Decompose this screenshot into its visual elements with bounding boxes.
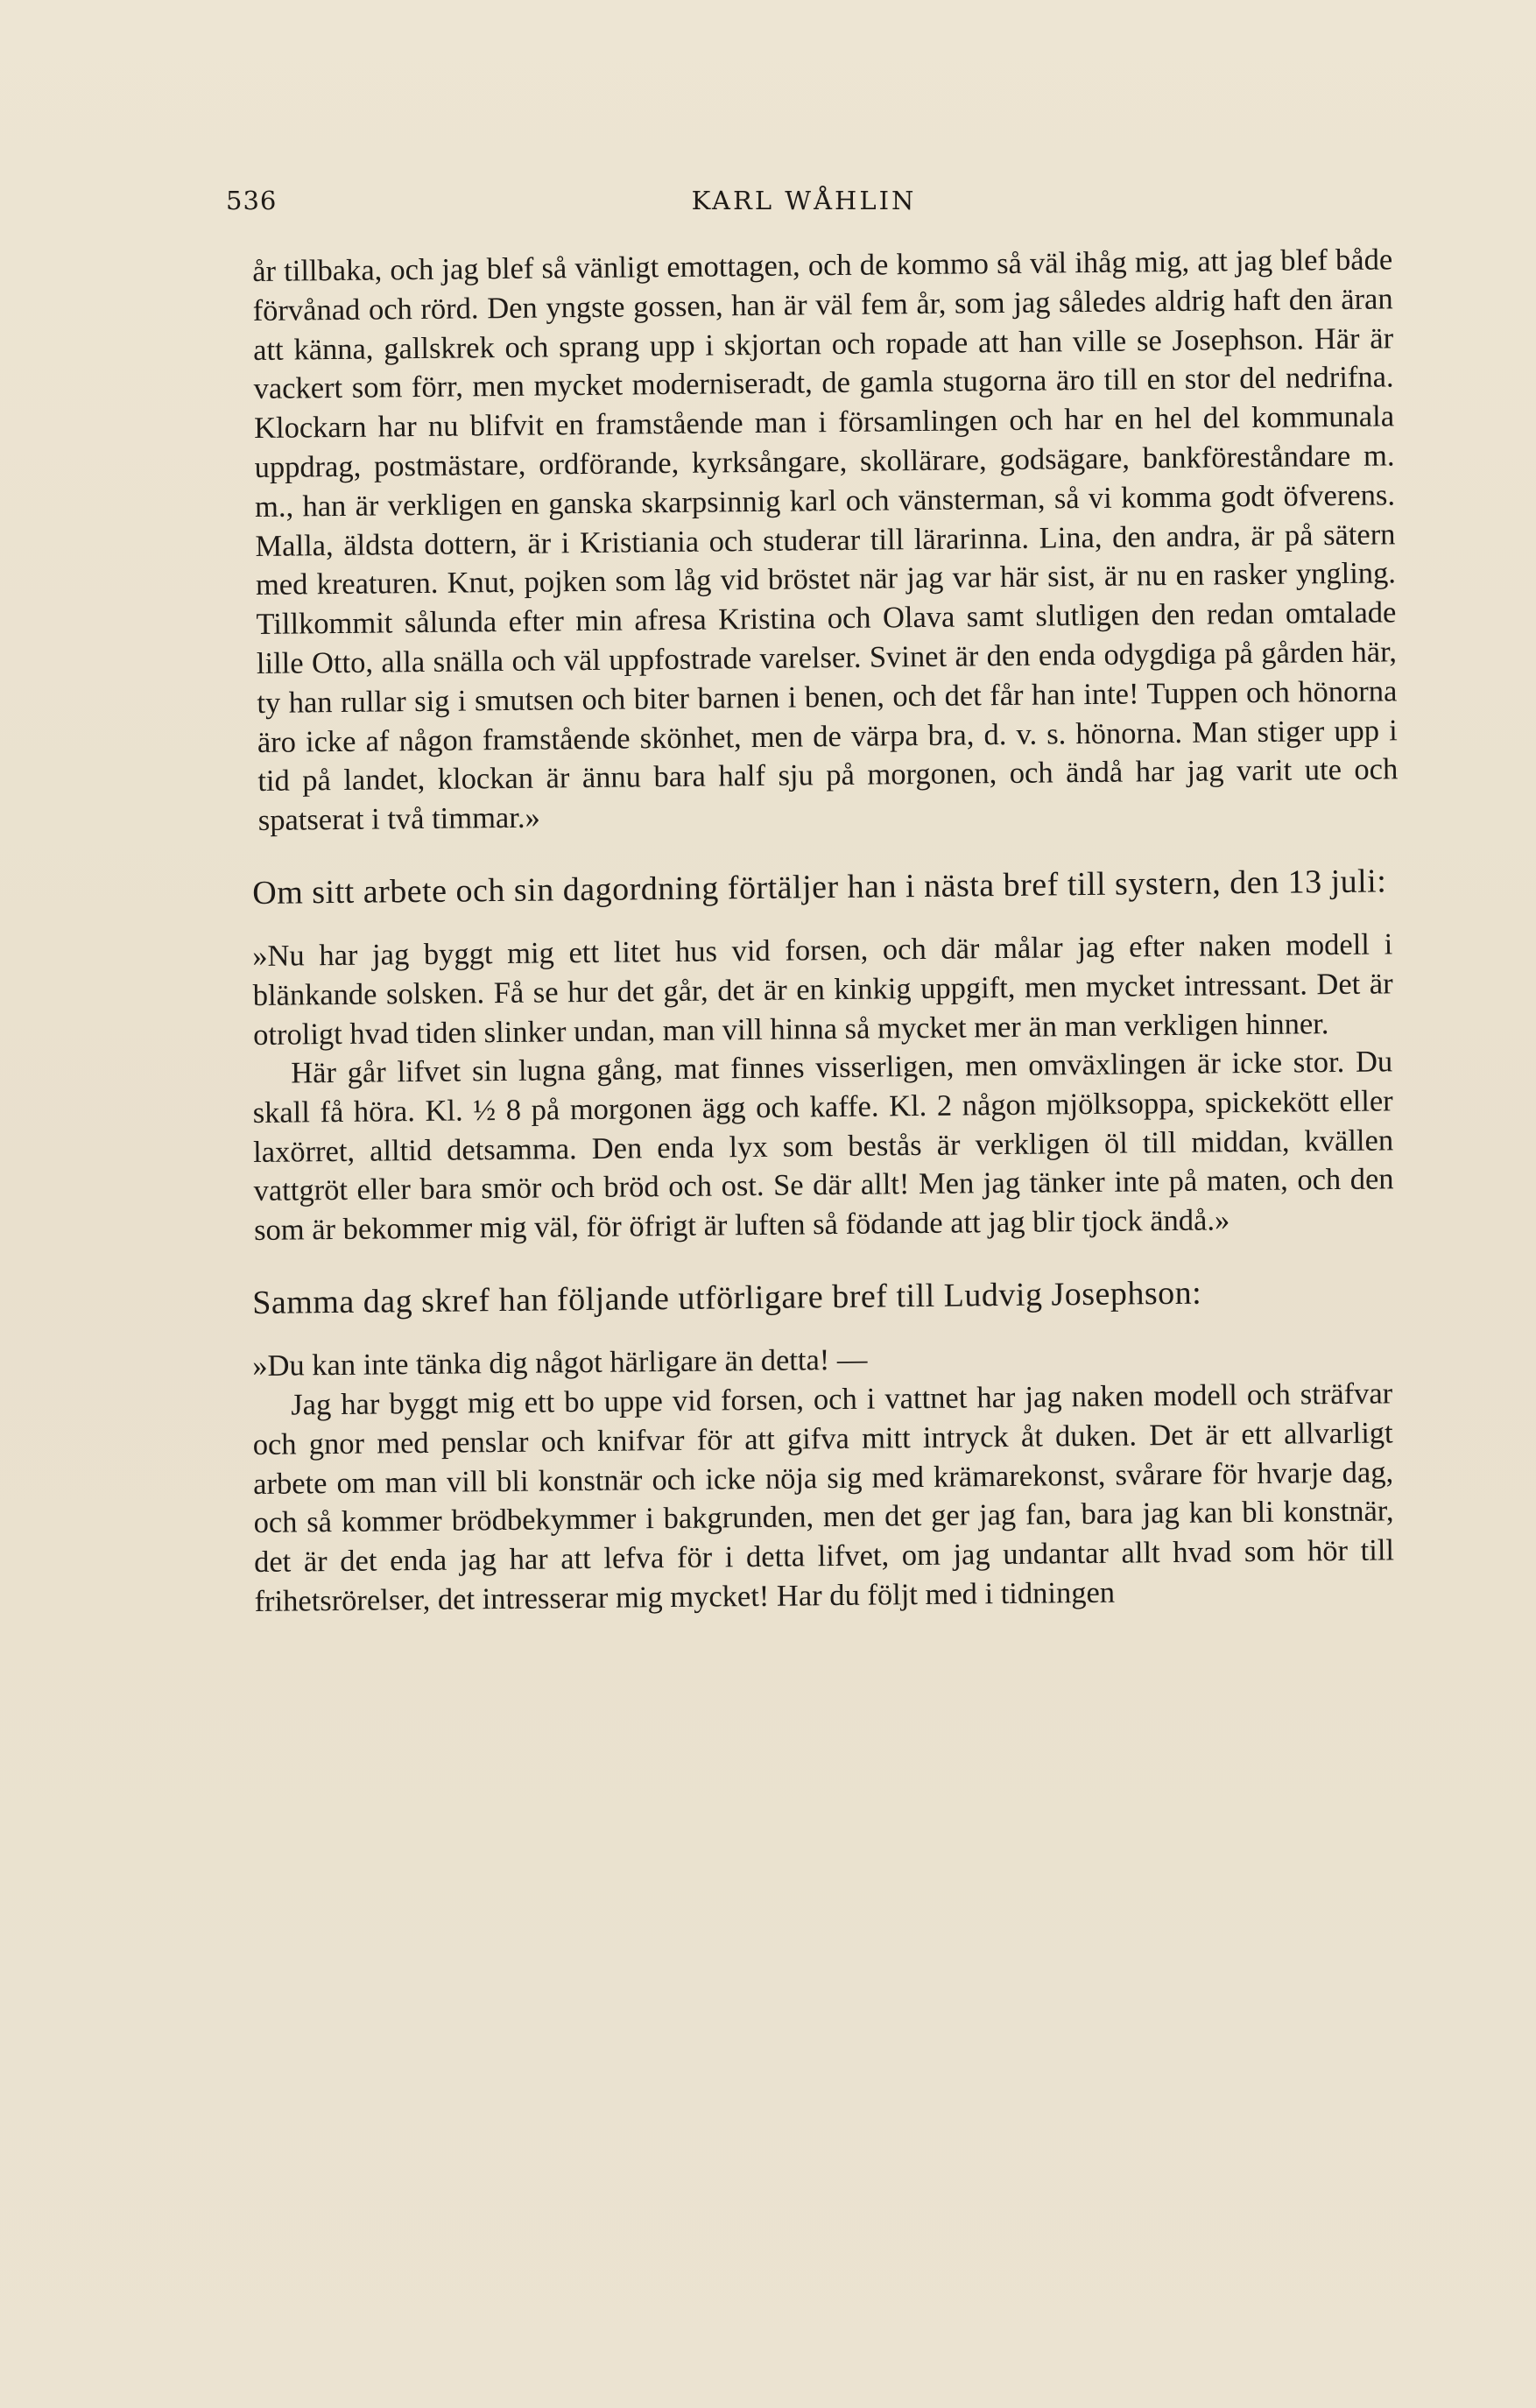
letter-paragraph: »Du kan inte tänka dig något härligare än detta! — bbox=[252, 1342, 868, 1384]
running-title: KARL WÅHLIN bbox=[691, 186, 917, 215]
narrative-paragraph: Samma dag skref han följande utförligare bref till Ludvig Josephson: bbox=[252, 1274, 1202, 1322]
narrative-paragraph: Om sitt arbete och sin dagordning förtäljer han i nästa bref till systern, den 13 juli: bbox=[252, 863, 1387, 912]
page-number: 536 bbox=[226, 186, 278, 215]
letter-paragraph: Jag har byggt mig ett bo uppe vid forsen, och i vattnet har jag naken modell och sträfvar och gnor med penslar och knifvar för att gifva mitt intryck åt duken. Det är ett allvarligt arbete om man vill bli konstnär och icke nöja sig med krämarekonst, svårare för hvarje dag, och så kommer brödbekymmer i bakgrunden, men det ger jag fan, bara jag kan bli konstnär, det är det enda jag har att lefva för i detta lifvet, om jag undantar allt hvad som hör till frihetsrörelser, det intresserar mig mycket! Har du följt med i tidningen bbox=[252, 1377, 1395, 1619]
page-header bbox=[226, 186, 1382, 229]
letter-paragraph: Här går lifvet sin lugna gång, mat finnes visserligen, men omväxlingen är icke stor. Du skall få höra. Kl. ½ 8 på morgonen ägg och kaffe. Kl. 2 någon mjölksoppa, spickekött eller laxörret, alltid detsamma. Den enda lyx som bestås är verkligen öl till middan, kvällen vattgröt eller bara smör och bröd och ost. Se där allt! Men jag tänker inte på maten, och den som är bekommer mig väl, för öfrigt är luften så födande att jag blir tjock ändå.» bbox=[252, 1045, 1394, 1248]
body-text bbox=[252, 243, 1399, 1622]
letter-paragraph: år tillbaka, och jag blef så vänligt emottagen, och de kommo så väl ihåg mig, att jag blef både förvånad och rörd. Den yngste gossen, han är väl fem år, som jag således aldrig haft den äran att känna, gallskrek och sprang upp i skjortan och ropade att han ville se Josephson. Här är vackert som förr, men mycket moderniseradt, de gamla stugorna äro till en stor del nedrifna. Klockarn har nu blifvit en framstående man i församlingen och har en hel del kommunala uppdrag, postmästare, ordförande, kyrksångare, skollärare, godsägare, bankföreståndare m. m., han är verkligen en ganska skarpsinnig karl och vänsterman, så vi komma godt öfverens. Malla, äldsta dottern, är i Kristiania och studerar till lärarinna. Lina, den andra, är på sätern med kreaturen. Knut, pojken som låg vid bröstet när jag var här sist, är nu en rasker yngling. Tillkommit sålunda efter min afresa Kristina och Olava samt slutligen den redan omtalade lille Otto, alla snälla och väl uppfostrade varelser. Svinet är den enda odygdiga på gården här, ty han rullar sig i smutsen och biter barnen i benen, och det får han inte! Tuppen och hönorna äro icke af någon framstående skönhet, men de värpa bra, d. v. s. hönorna. Man stiger upp i tid på landet, klockan är ännu bara half sju på morgonen, och ändå har jag varit ute och spatserat i två timmar.» bbox=[252, 243, 1399, 838]
letter-paragraph: »Nu har jag byggt mig ett litet hus vid forsen, och där målar jag efter naken modell i blänkande solsken. Få se hur det går, det är en kinkig uppgift, men mycket intressant. Det är otroligt hvad tiden slinker undan, man vill hinna så mycket mer än man verkligen hinner. bbox=[252, 927, 1393, 1052]
